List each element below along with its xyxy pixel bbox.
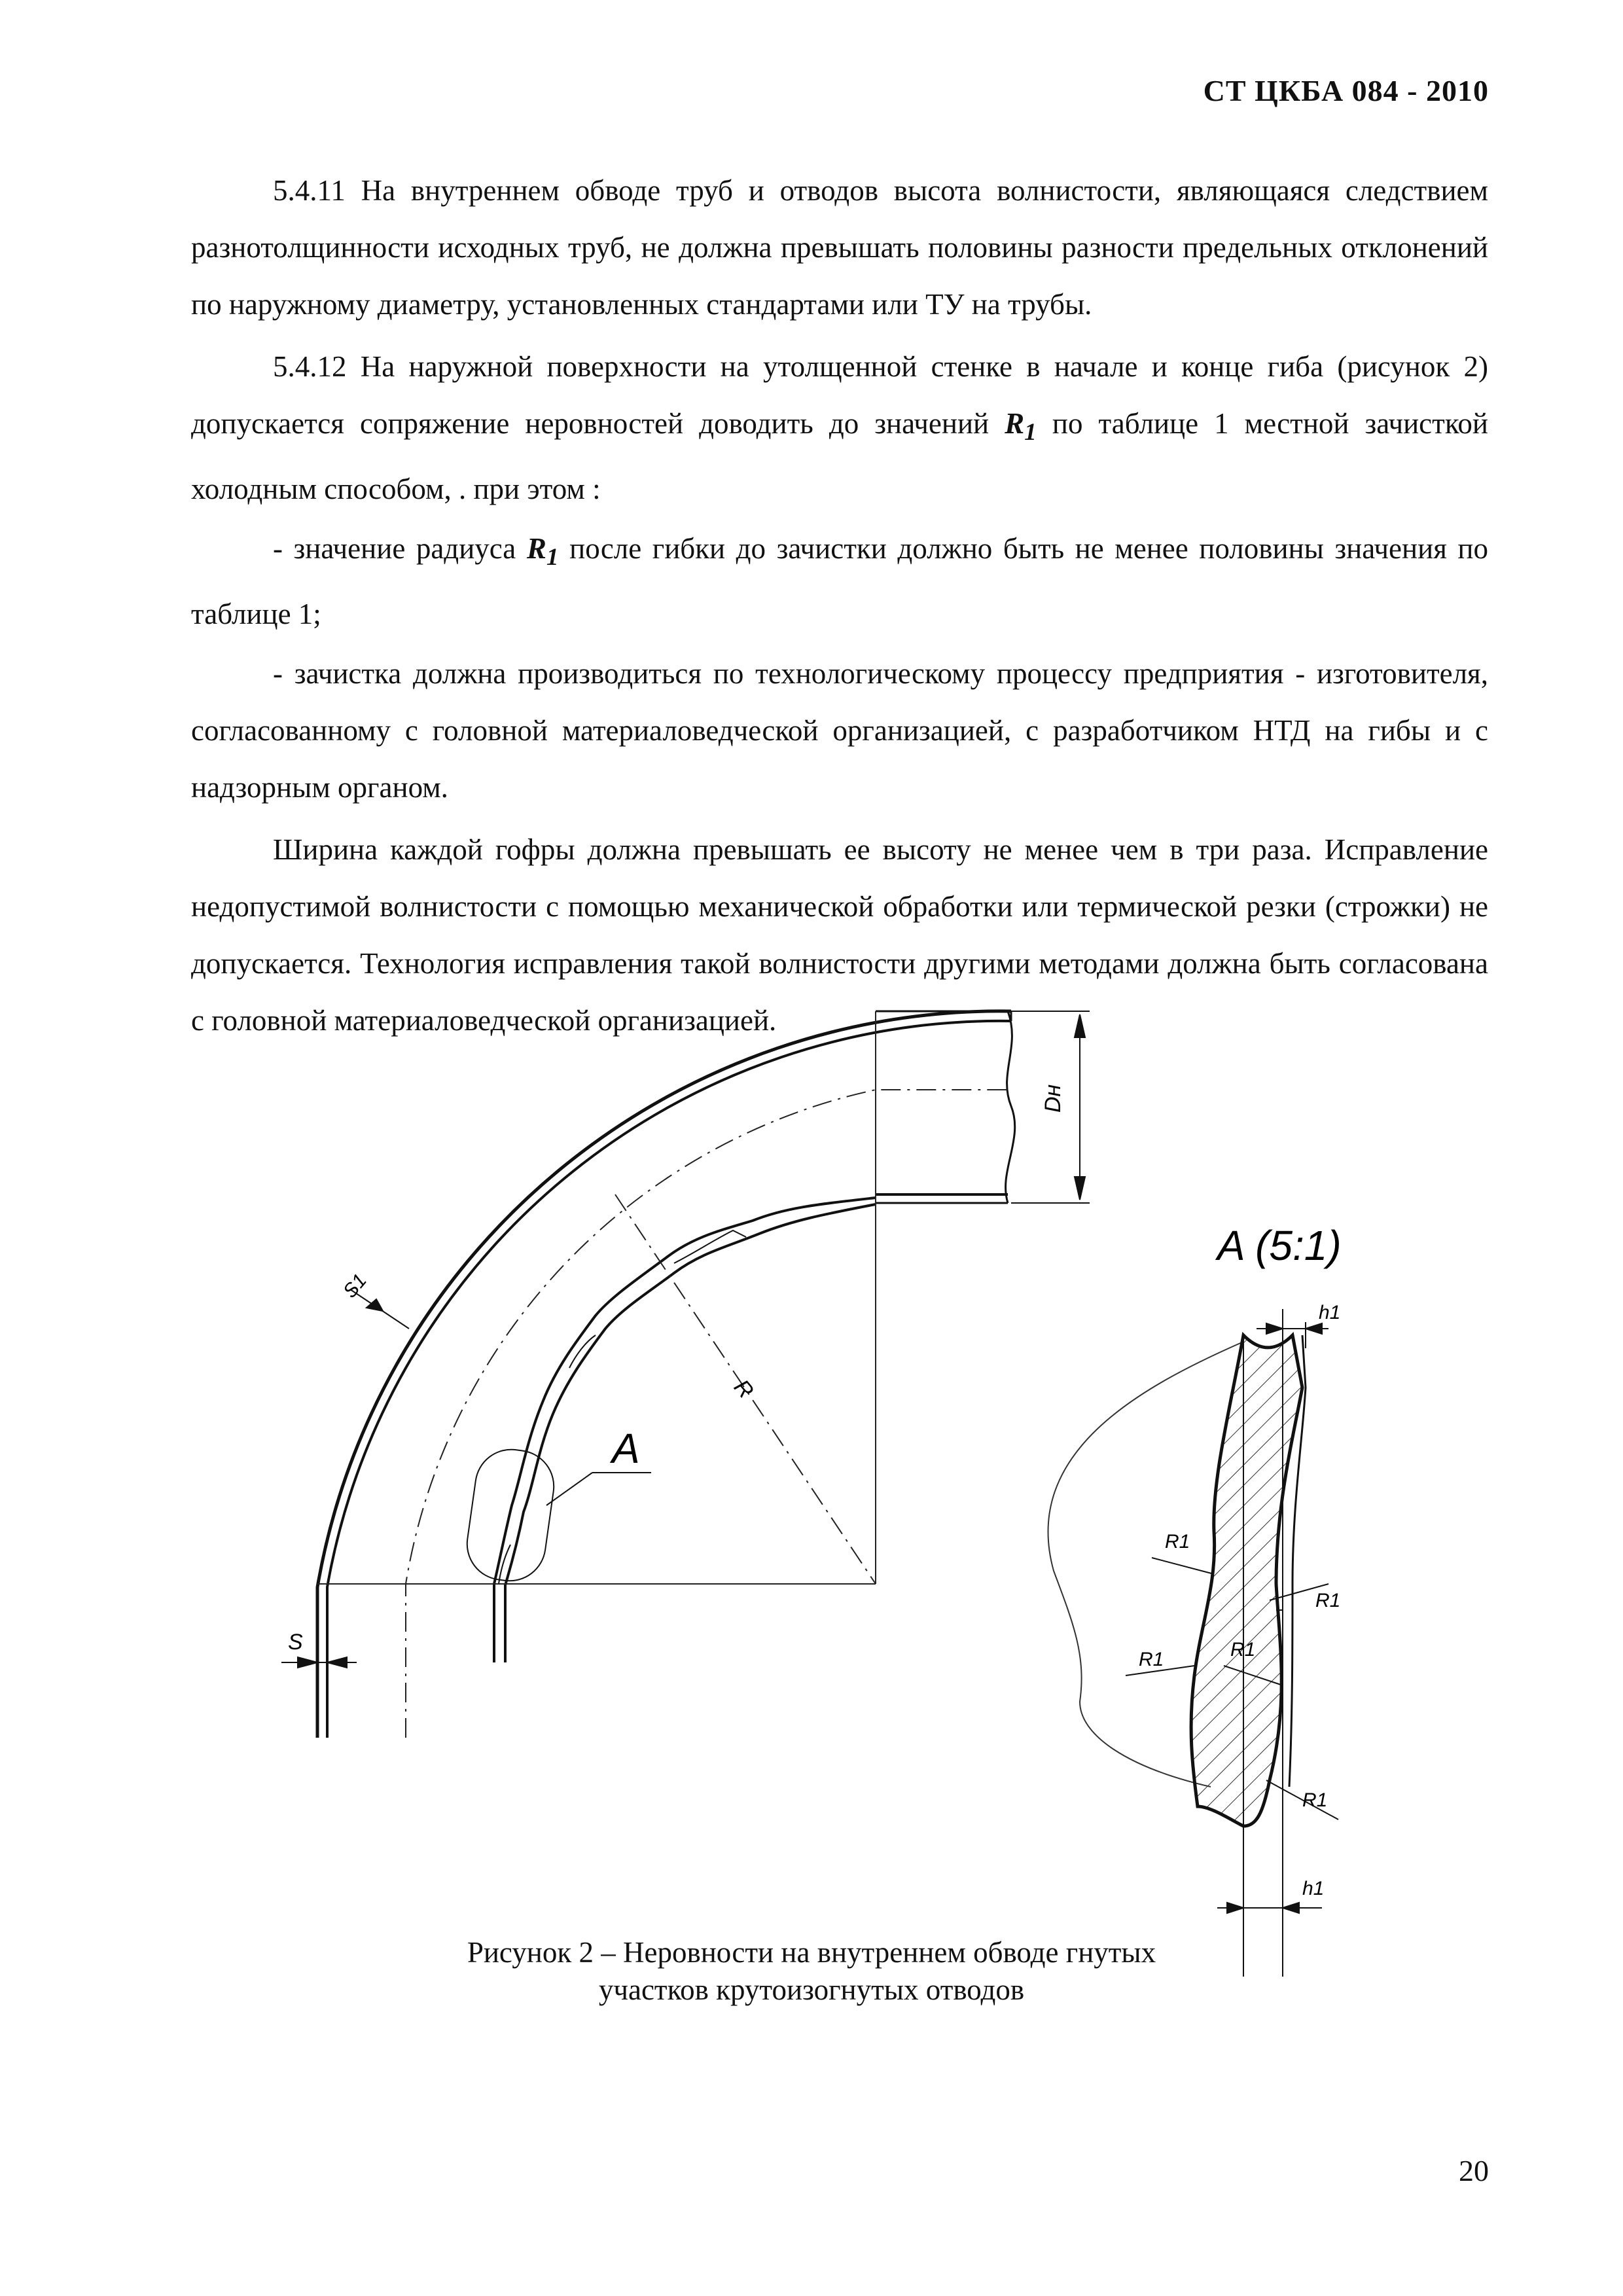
dimension-h1-top: [1257, 1323, 1329, 1334]
a-label: A: [612, 1425, 640, 1472]
list-item-radius-part-b: после гибки до зачистки должно быть не менее половины значения по таблице 1;: [191, 532, 1489, 630]
document-code: СТ ЦКБА 084 - 2010: [1203, 74, 1489, 107]
outer-wall: [317, 1011, 1011, 1738]
r1-label-1: R1: [1165, 1531, 1190, 1552]
figure-caption: [0, 1934, 1623, 2009]
r1-subscript: 1: [1024, 419, 1037, 446]
page-number: 20: [1459, 2154, 1489, 2187]
inner-wall-wavy: [494, 1198, 876, 1662]
r1-symbol: R: [1005, 407, 1025, 440]
detail-wall-section: [1191, 1335, 1302, 1826]
h1-top-label: h1: [1319, 1302, 1341, 1323]
detail-a-view: [1048, 1309, 1306, 1977]
r-label: R: [728, 1374, 758, 1403]
r1-label-2: R1: [1315, 1590, 1341, 1611]
paragraph-5-4-12-part-b: по таблице 1 местной зачисткой холодным способом, . при этом :: [191, 407, 1488, 505]
list-item-cleaning: - зачистка должна производиться по технологическому процессу предприятия - изготовителя, согласованному с головной материаловедческой организацией, с разработчиком НТД на гибы и с надзорным органом.: [191, 657, 1488, 804]
caption-line-2: участков крутоизогнутых отводов: [598, 1973, 1025, 2006]
h1-bottom-label: h1: [1302, 1878, 1325, 1899]
r1-label-5: R1: [1302, 1789, 1328, 1811]
list-item-radius-part-a: - значение радиуса: [273, 532, 527, 565]
dn-label: Dн: [1041, 1084, 1065, 1113]
paragraph-corrugation: Ширина каждой гофры должна превышать ее высоту не менее чем в три раза. Исправление недопустимой волнистости с помощью механической обработки или термической резки (строжки) не допускается. Технология исправления такой волнистости другими методами должна быть согласована с головной материаловедческой организацией.: [191, 833, 1488, 1037]
s-label: S: [288, 1630, 303, 1655]
r1-label-4: R1: [1230, 1639, 1256, 1660]
caption-line-1: Рисунок 2 – Неровности на внутреннем обводе гнутых: [467, 1936, 1156, 1969]
r1-symbol: R: [526, 532, 546, 565]
center-axis-arc: [406, 1090, 1008, 1738]
dimension-h1-bottom: [1217, 1903, 1322, 1913]
paragraph-5-4-12-part-a: 5.4.12 На наружной поверхности на утолщенной стенке в начале и конце гиба (рисунок 2) допускается сопряжение неровностей доводить до значений: [191, 350, 1488, 440]
paragraph-5-4-11: 5.4.11 На внутреннем обводе труб и отводов высота волнистости, являющаяся следствием разнотолщинности исходных труб, не должна превышать половины разности предельных отклонений по наружному диаметру, установленных стандартами или ТУ на трубы.: [191, 174, 1488, 321]
pipe-straight-section: [876, 1011, 1015, 1211]
r1-subscript: 1: [546, 544, 559, 571]
s1-label: S1: [339, 1270, 371, 1302]
construction-lines: [317, 1011, 876, 1584]
detail-title: A (5:1): [1217, 1222, 1342, 1269]
r1-label-3: R1: [1139, 1649, 1164, 1670]
